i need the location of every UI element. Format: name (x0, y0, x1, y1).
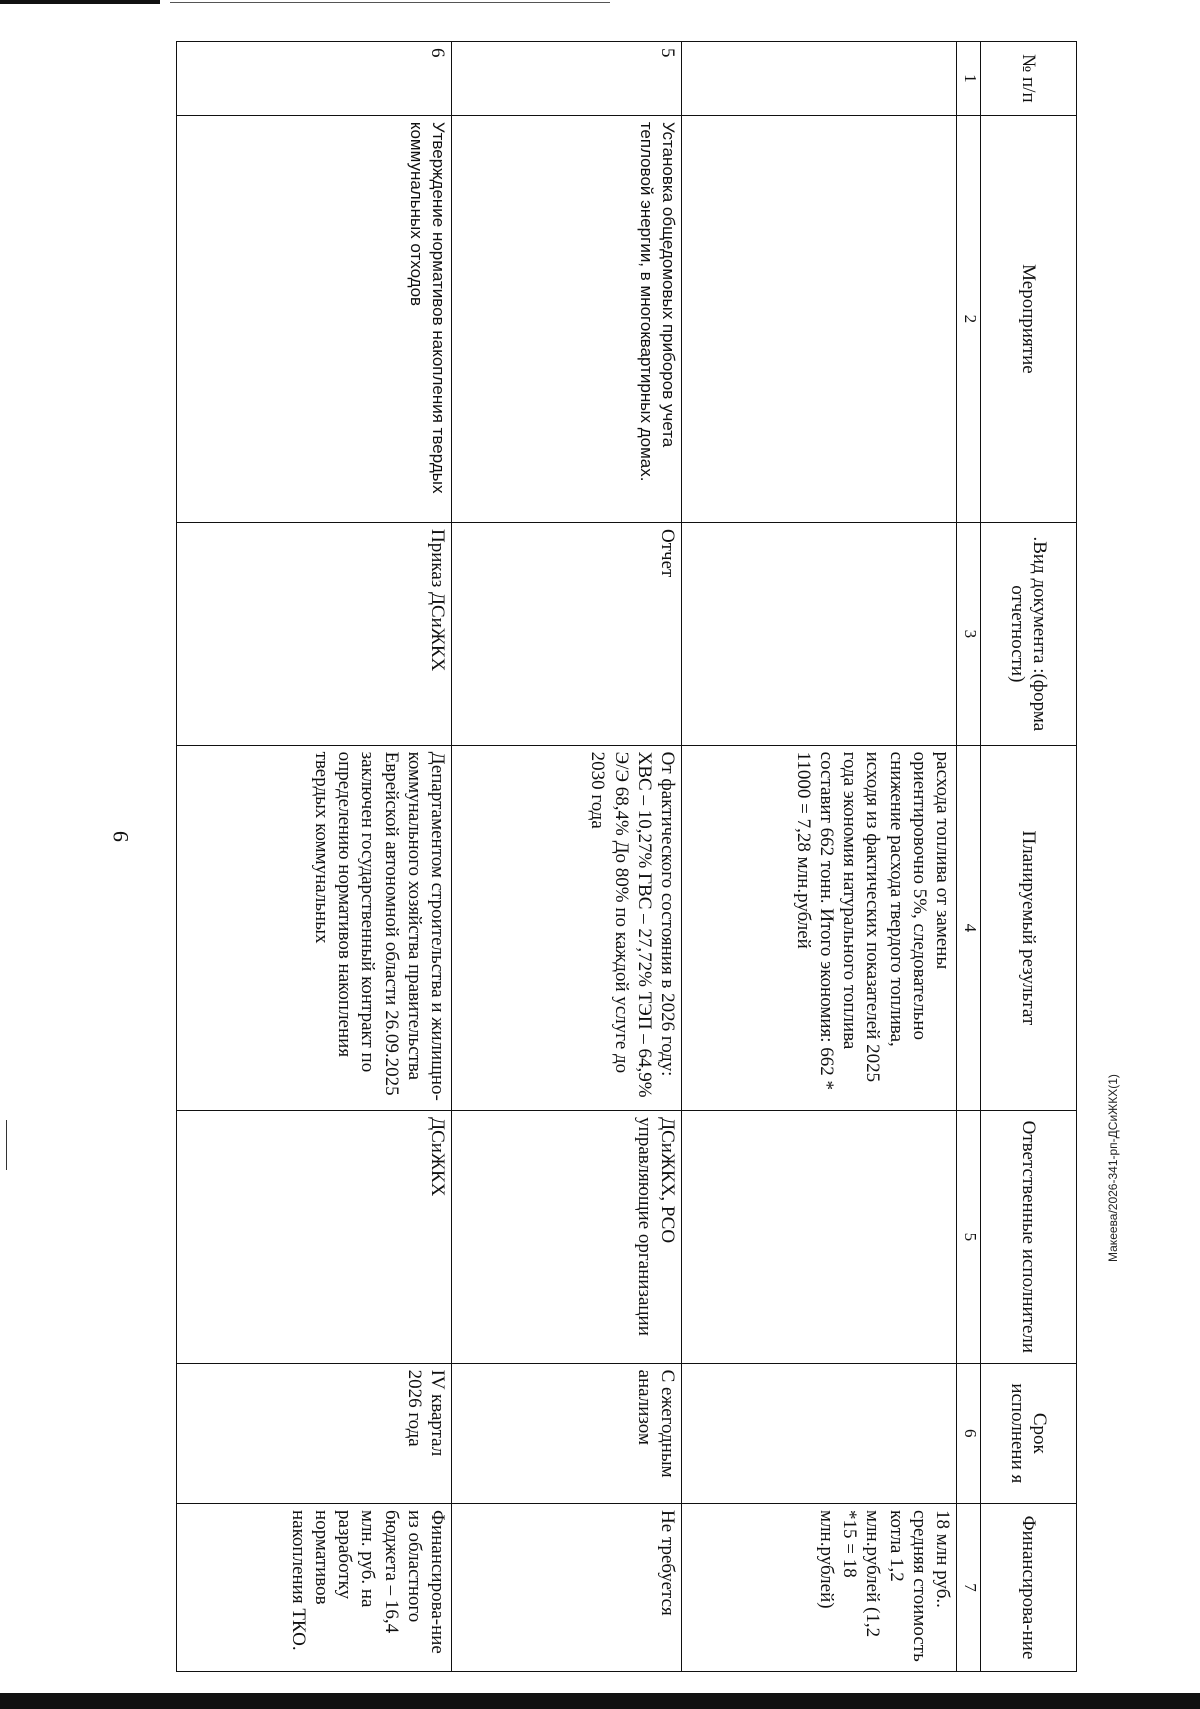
column-number-7: 7 (957, 1504, 981, 1672)
row-number-cell: 5 (452, 42, 682, 116)
deadline-cell (682, 1363, 957, 1503)
document-type-cell (682, 523, 957, 746)
header-deadline: Срок исполнени я (981, 1363, 1077, 1503)
event-cell: Установка общедомовых приборов учета тепловой энергии, в многоквартирных домах. (452, 115, 682, 522)
column-number-row (957, 42, 981, 1672)
row-number-cell: 6 (177, 42, 452, 116)
rotated-page-content (177, 41, 1077, 1672)
deadline-cell: С ежегодным анализом (452, 1363, 682, 1503)
action-plan-table (176, 41, 1077, 1672)
header-event: Мероприятие (981, 115, 1077, 522)
financing-cell: 18 млн руб.. средняя стоимость котла 1,2 млн.рублей (1,2 *15 = 18 млн.рублей) (682, 1504, 957, 1672)
deadline-cell: IV квартал 2026 года (177, 1363, 452, 1503)
event-cell: Утверждение нормативов накопления твердых коммунальных отходов (177, 115, 452, 522)
column-number-1: 1 (957, 42, 981, 116)
column-number-4: 4 (957, 745, 981, 1111)
executors-cell: ДСиЖКХ (177, 1111, 452, 1363)
document-reference-note: Макеева/2026-341-рп-ДСиЖКХ(1) (1106, 1074, 1120, 1262)
column-number-6: 6 (957, 1363, 981, 1503)
header-executors: Ответственные исполнители (981, 1111, 1077, 1363)
table-row (682, 42, 957, 1672)
header-document-type: .Вид документа :(форма отчетности) (981, 523, 1077, 746)
scan-border-top (0, 0, 160, 4)
event-cell (682, 115, 957, 522)
planned-result-cell: расхода топлива от замены ориентировочно 5%, следовательно снижение расхода твердого топлива, исходя из фактических показателей 2025 года экономия натурального топлива составит 662 тонн. Итого экономия: 662 * 11000 = 7,28 млн.рублей (682, 745, 957, 1111)
scan-line-top (170, 2, 610, 3)
page-number: 9 (108, 831, 133, 842)
planned-result-cell: Департаментом строительства и жилищно-коммунального хозяйства правительства Еврейской автономной области 26.09.2025 заключен государственный контракт по определению нормативов накопления твердых коммунальных (177, 745, 452, 1111)
executors-cell: ДСиЖКХ, РСО управляющие организации (452, 1111, 682, 1363)
row-number-cell (682, 42, 957, 116)
header-financing: Финансирова-ние (981, 1504, 1077, 1672)
planned-result-cell: От фактического состояния в 2026 году: ХВС – 10,27% ГВС – 27,72% ТЭП – 64,9% Э/Э 68,4% До 80% по каждой услуге до 2030 года (452, 745, 682, 1111)
executors-cell (682, 1111, 957, 1363)
column-number-3: 3 (957, 523, 981, 746)
scan-border-bottom (0, 1693, 1200, 1709)
header-number: № п/п (981, 42, 1077, 116)
column-number-5: 5 (957, 1111, 981, 1363)
scan-crop-mark (6, 1120, 7, 1170)
table-row (452, 42, 682, 1672)
header-planned-result: Планируемый результат (981, 745, 1077, 1111)
table-header-row (981, 42, 1077, 1672)
financing-cell: Не требуется (452, 1504, 682, 1672)
document-type-cell: Приказ ДСиЖКХ (177, 523, 452, 746)
column-number-2: 2 (957, 115, 981, 522)
document-type-cell: Отчет (452, 523, 682, 746)
table-row (177, 42, 452, 1672)
financing-cell: Финансирова-ние из областного бюджета – 16,4 млн. руб. на разработку нормативов накопления ТКО. (177, 1504, 452, 1672)
